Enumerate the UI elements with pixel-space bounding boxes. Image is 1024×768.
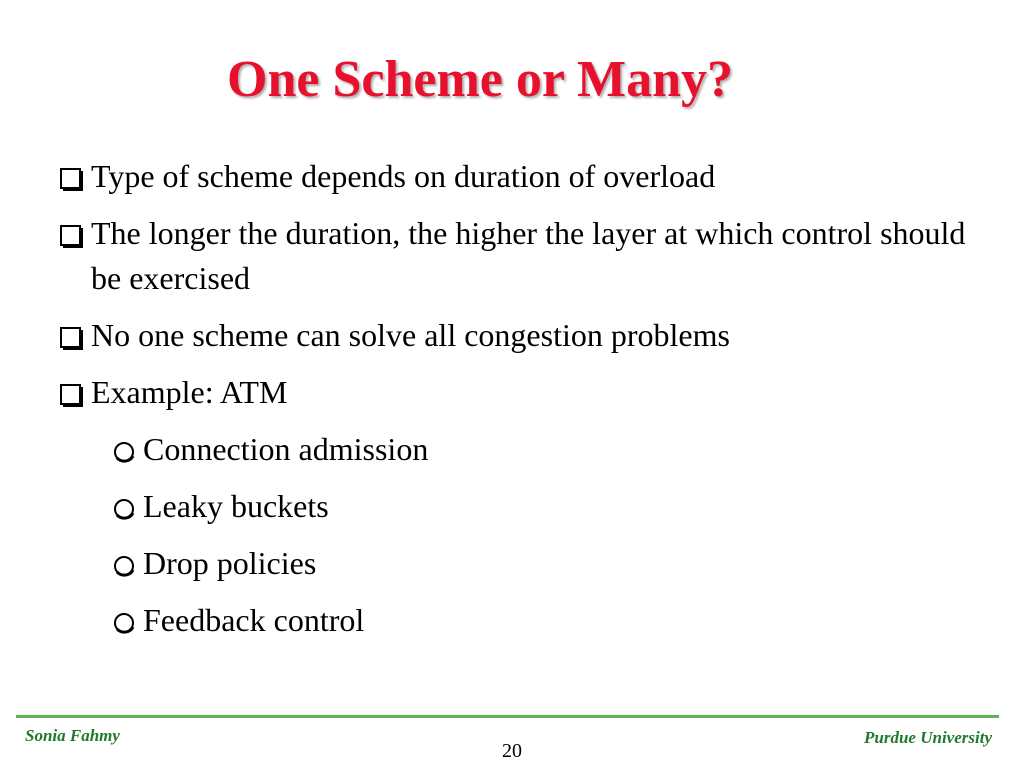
bullet-text: Example: ATM [91,374,288,410]
sub-bullet-item [58,598,978,643]
hollow-circle-bullet-icon [108,598,141,643]
sub-bullet-text: Feedback control [143,602,365,638]
bullet-text: No one scheme can solve all congestion problems [91,317,730,353]
bullet-item [58,370,978,415]
sub-bullet-text: Connection admission [143,431,429,467]
bullet-item [58,211,978,301]
hollow-square-bullet-icon [58,370,91,415]
hollow-square-bullet-icon [58,211,91,256]
footer-divider [16,715,999,718]
sub-bullet-item [58,484,978,529]
sub-bullet-text: Leaky buckets [143,488,329,524]
bullet-text: Type of scheme depends on duration of overload [91,158,716,194]
bullet-text: The longer the duration, the higher the layer at which control should be exercised [91,215,966,296]
hollow-circle-bullet-icon [108,541,141,586]
hollow-square-bullet-icon [58,313,91,358]
sub-bullet-item [58,541,978,586]
footer-institution: Purdue University [864,728,992,747]
sub-bullet-text: Drop policies [143,545,317,581]
bullet-item [58,154,978,199]
hollow-circle-bullet-icon [108,427,141,472]
footer-author: Sonia Fahmy [25,726,120,745]
slide-title: One Scheme or Many? [227,51,733,108]
bullet-list [58,154,978,655]
hollow-square-bullet-icon [58,154,91,199]
page-number: 20 [502,740,522,762]
hollow-circle-bullet-icon [108,484,141,529]
sub-bullet-item [58,427,978,472]
bullet-item [58,313,978,358]
